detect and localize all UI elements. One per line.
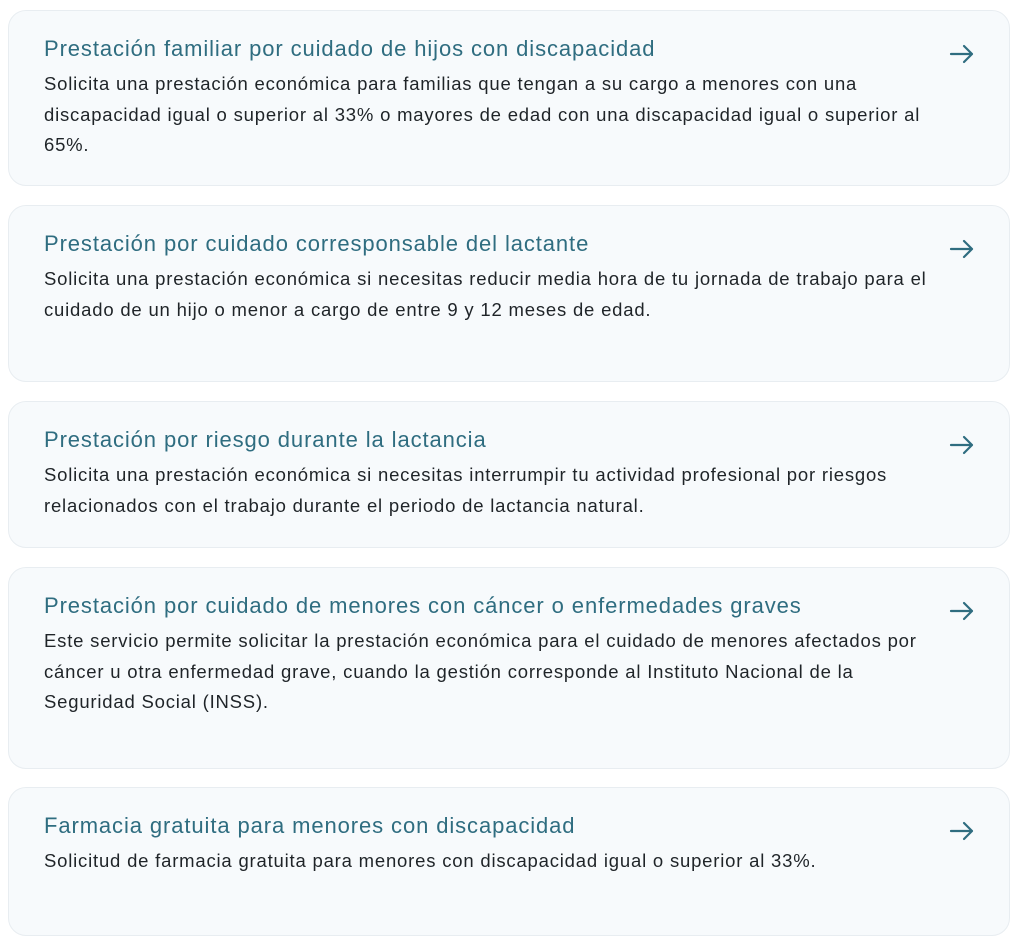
service-card-description: Este servicio permite solicitar la prestación económica para el cuidado de menores afectados por cáncer u otra enfermedad grave, cuando la gestión corresponde al Instituto Nacional de la Seguridad Social (INSS). bbox=[44, 630, 917, 712]
service-card-title[interactable]: Prestación por cuidado corresponsable del lactante bbox=[44, 231, 590, 256]
arrow-right-icon[interactable] bbox=[949, 601, 975, 621]
service-card-description: Solicita una prestación económica si necesitas reducir media hora de tu jornada de trabajo para el cuidado de un hijo o menor a cargo de entre 9 y 12 meses de edad. bbox=[44, 268, 927, 320]
service-card-description: Solicita una prestación económica si necesitas interrumpir tu actividad profesional por riesgos relacionados con el trabajo durante el periodo de lactancia natural. bbox=[44, 464, 888, 516]
service-card-riesgo-lactancia[interactable] bbox=[8, 401, 1010, 548]
service-card-description: Solicitud de farmacia gratuita para menores con discapacidad igual o superior al 33%. bbox=[44, 850, 817, 871]
arrow-right-icon[interactable] bbox=[949, 435, 975, 455]
service-card-title[interactable]: Prestación por cuidado de menores con cáncer o enfermedades graves bbox=[44, 593, 802, 618]
service-card-title[interactable]: Prestación por riesgo durante la lactancia bbox=[44, 427, 487, 452]
service-card-title[interactable]: Farmacia gratuita para menores con discapacidad bbox=[44, 813, 576, 838]
service-card-title[interactable]: Prestación familiar por cuidado de hijos con discapacidad bbox=[44, 36, 656, 61]
service-card-lactante[interactable] bbox=[8, 205, 1010, 382]
service-card-familiar-discapacidad[interactable] bbox=[8, 10, 1010, 186]
arrow-right-icon[interactable] bbox=[949, 239, 975, 259]
arrow-right-icon[interactable] bbox=[949, 821, 975, 841]
service-card-description: Solicita una prestación económica para familias que tengan a su cargo a menores con una discapacidad igual o superior al 33% o mayores de edad con una discapacidad igual o superior al 65%. bbox=[44, 73, 921, 155]
service-card-menores-cancer[interactable] bbox=[8, 567, 1010, 769]
service-card-farmacia-gratuita[interactable] bbox=[8, 787, 1010, 936]
arrow-right-icon[interactable] bbox=[949, 44, 975, 64]
